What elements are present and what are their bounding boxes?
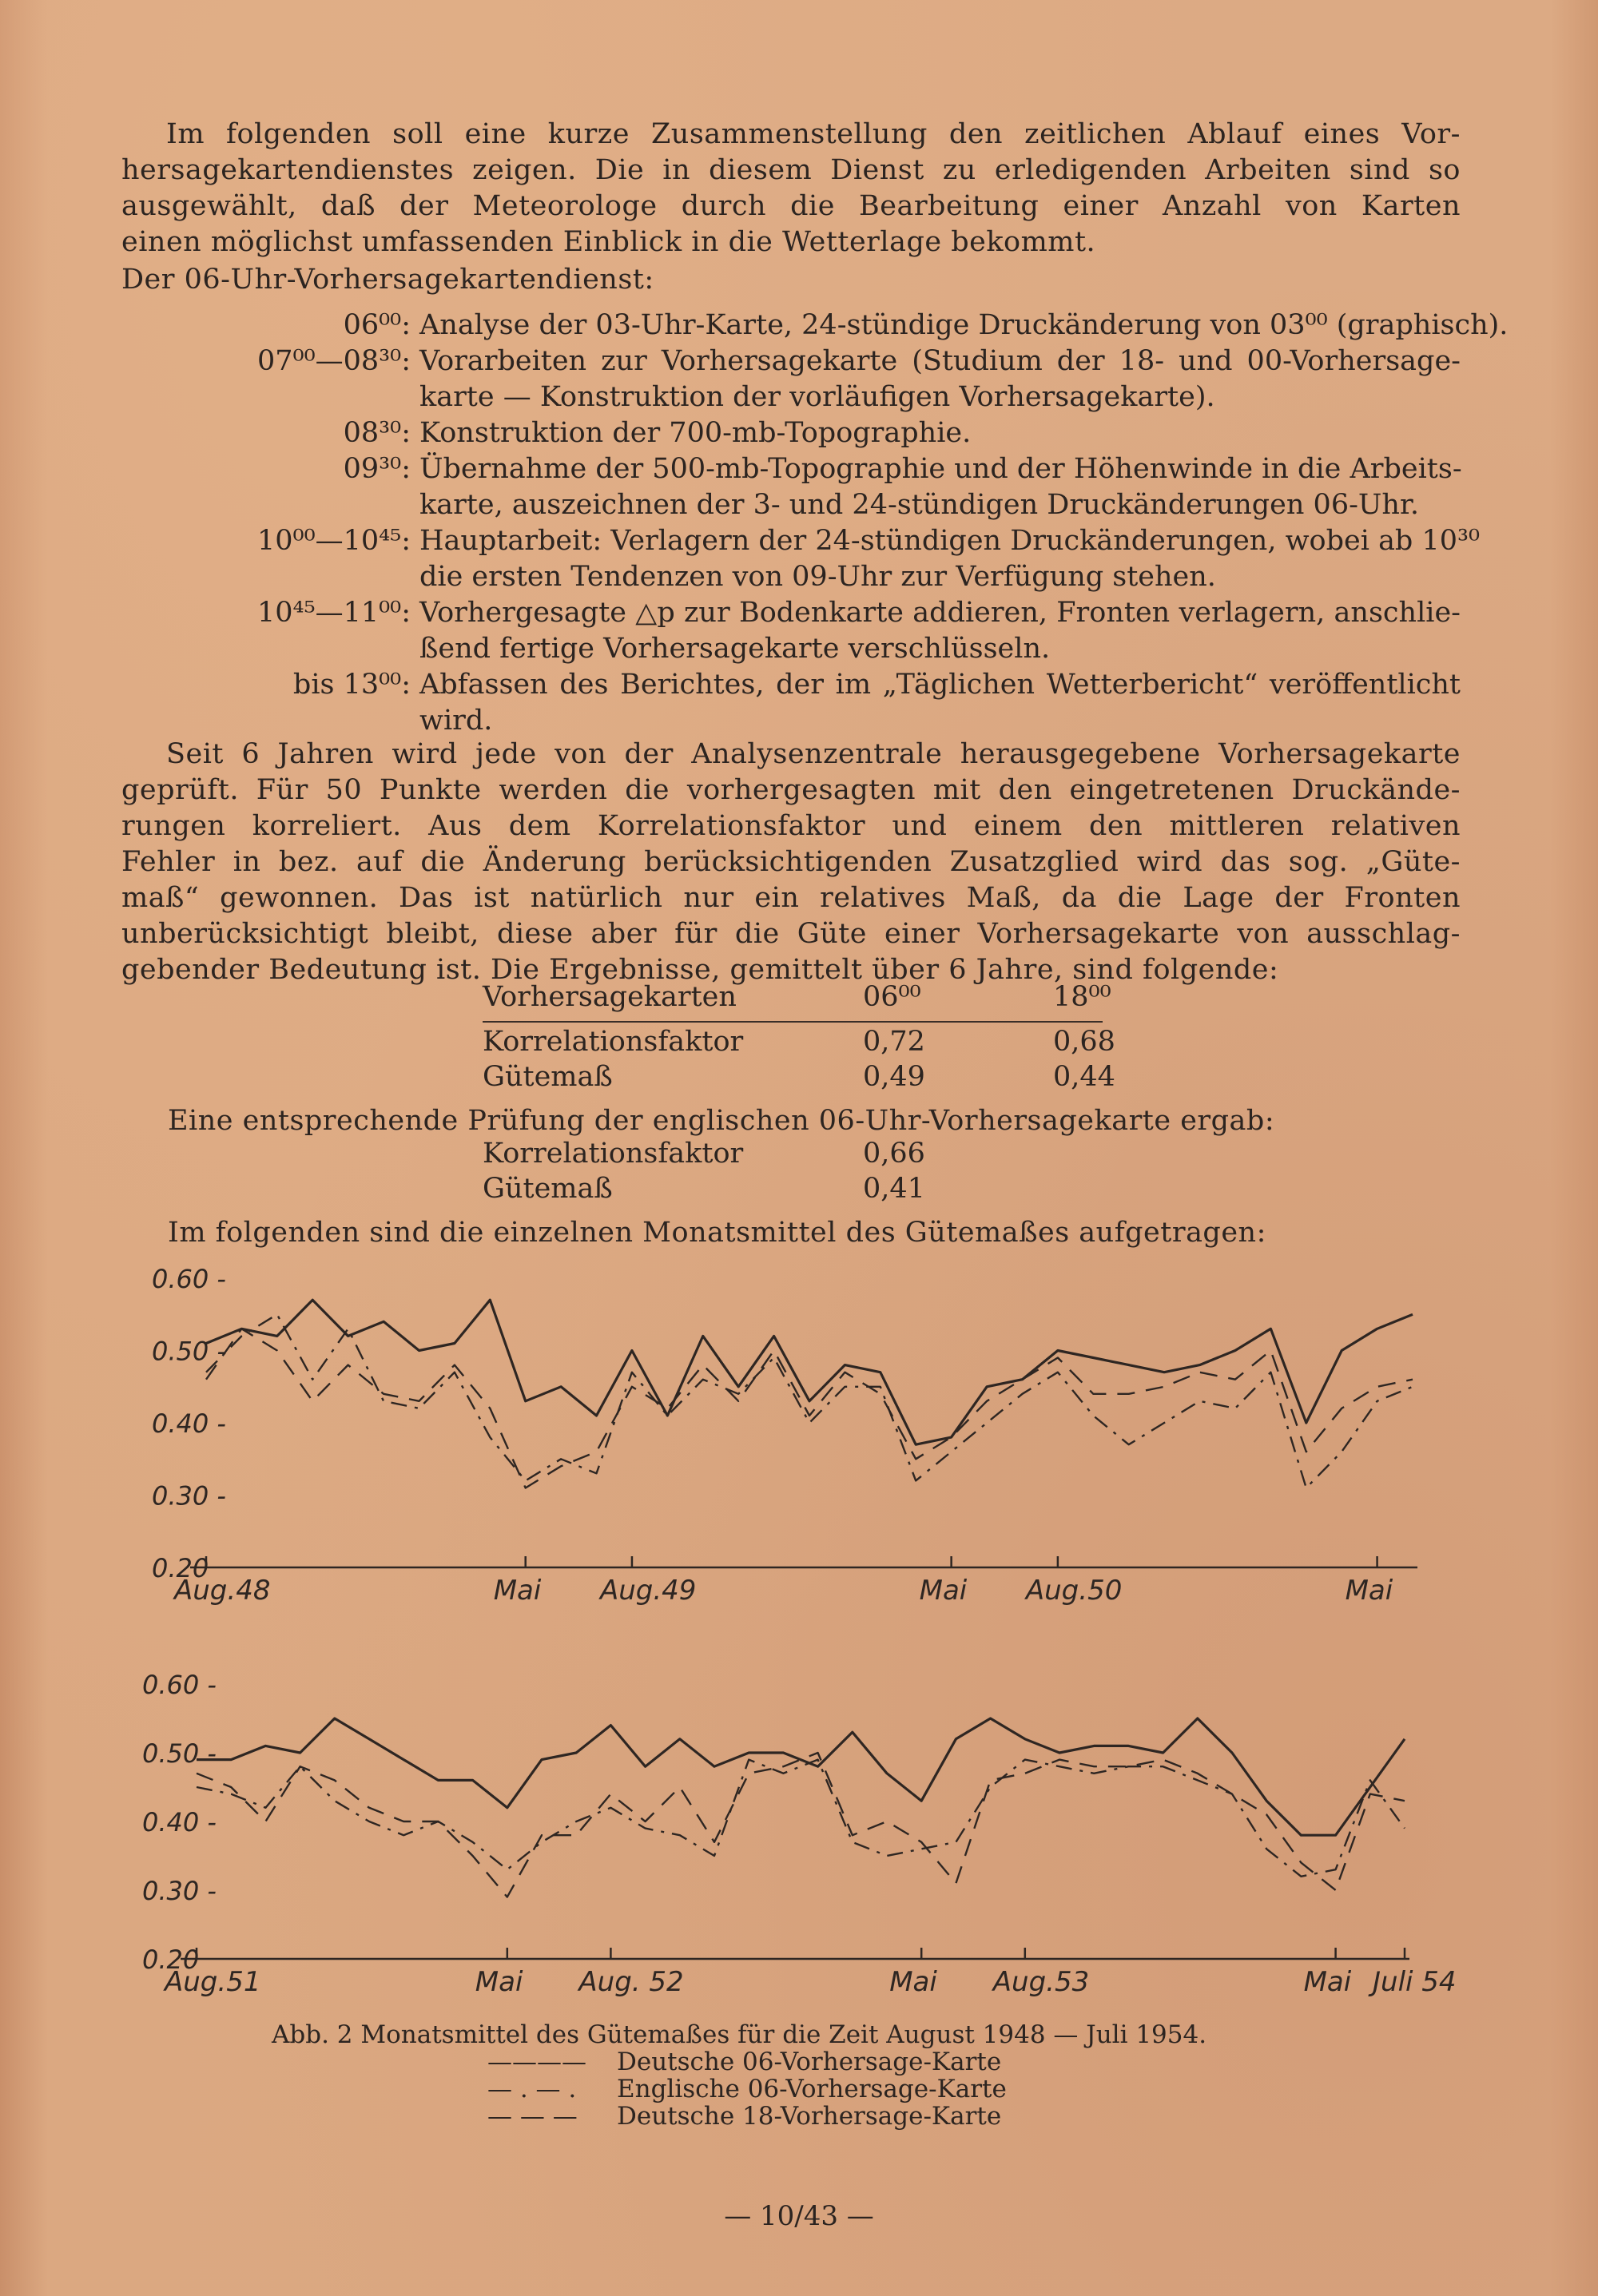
task-line: Abfassen des Berichtes, der im „Täglichen Wetterbericht“ veröffentlicht xyxy=(419,669,1461,701)
table-cell: Gütemaß xyxy=(483,1173,613,1205)
x-tick-label: Aug.53 xyxy=(992,1966,1090,1998)
y-tick-label: 0.40 - xyxy=(142,1807,217,1837)
text-line: einen möglichst umfassenden Einblick in die Wetterlage bekommt. xyxy=(121,226,1096,258)
legend-symbol: ———— xyxy=(487,2048,586,2076)
y-tick-label: 0.60 - xyxy=(142,1670,217,1700)
schedule-time: bis 13⁰⁰: xyxy=(292,669,411,701)
table-cell: Gütemaß xyxy=(483,1061,613,1093)
schedule-time: 07⁰⁰—08³⁰: xyxy=(257,345,411,377)
text-line: Eine entsprechende Prüfung der englischen 06-Uhr-Vorhersagekarte ergab: xyxy=(168,1105,1275,1137)
x-tick-label: Aug.48 xyxy=(174,1575,271,1607)
legend-label: Deutsche 18-Vorhersage-Karte xyxy=(617,2102,1002,2131)
y-tick-label: 0.20 xyxy=(152,1553,209,1583)
page-number: — 10/43 — xyxy=(724,2200,874,2232)
y-tick-label: 0.50 - xyxy=(142,1738,217,1769)
text-line: rungen korreliert. Aus dem Korrelationsfaktor und einem den mittleren relativen xyxy=(121,810,1461,842)
task-line: ßend fertige Vorhersagekarte verschlüsseln. xyxy=(419,633,1051,665)
text-line: unberücksichtigt bleibt, diese aber für die Güte einer Vorhersagekarte von ausschlag- xyxy=(121,918,1461,950)
x-tick-label: Mai xyxy=(1303,1966,1352,1998)
x-tick-label: Aug. 52 xyxy=(578,1966,684,1998)
x-tick-label: Mai xyxy=(919,1575,968,1607)
x-tick-label: Aug.49 xyxy=(599,1575,697,1607)
task-line: karte, auszeichnen der 3- und 24-stündigen Druckänderungen 06-Uhr. xyxy=(419,489,1419,521)
text-line: geprüft. Für 50 Punkte werden die vorhergesagten mit den eingetretenen Druckände- xyxy=(121,774,1461,806)
task-line: die ersten Tendenzen von 09-Uhr zur Verfügung stehen. xyxy=(419,561,1216,593)
x-tick-label: Mai xyxy=(475,1966,523,1998)
text-line: hersagekartendienstes zeigen. Die in diesem Dienst zu erledigenden Arbeiten sind so xyxy=(121,154,1461,186)
schedule-time: 06⁰⁰: xyxy=(343,309,411,341)
task-line: Analyse der 03-Uhr-Karte, 24-stündige Druckänderung von 03⁰⁰ (graphisch). xyxy=(419,309,1509,341)
y-tick-label: 0.50 - xyxy=(152,1336,226,1367)
table-cell: 0,72 xyxy=(863,1026,925,1058)
legend-symbol: — . — . xyxy=(487,2075,577,2103)
text-line: Fehler in bez. auf die Änderung berücksichtigenden Zusatzglied wird das sog. „Güte- xyxy=(121,846,1461,878)
y-tick-label: 0.40 - xyxy=(152,1408,226,1439)
text-line: ausgewählt, daß der Meteorologe durch die Bearbeitung einer Anzahl von Karten xyxy=(121,190,1461,222)
task-line: Konstruktion der 700-mb-Topographie. xyxy=(419,417,972,449)
text-line: Im folgenden soll eine kurze Zusammenstellung den zeitlichen Ablauf eines Vor- xyxy=(166,118,1461,150)
x-tick-label: Aug.51 xyxy=(165,1966,261,1998)
schedule-heading-text: Der 06-Uhr-Vorhersagekartendienst: xyxy=(121,264,654,296)
table-cell: 0,66 xyxy=(863,1138,925,1170)
text-line: Im folgenden sind die einzelnen Monatsmittel des Gütemaßes aufgetragen: xyxy=(168,1217,1266,1249)
table-cell: Korrelationsfaktor xyxy=(483,1026,744,1058)
x-tick-label: Aug.50 xyxy=(1025,1575,1123,1607)
legend-label: Deutsche 06-Vorhersage-Karte xyxy=(617,2048,1002,2076)
task-line: Übernahme der 500-mb-Topographie und der Höhenwinde in die Arbeits- xyxy=(419,453,1462,485)
table-cell: 0,49 xyxy=(863,1061,925,1093)
text-line: Seit 6 Jahren wird jede von der Analysenzentrale herausgegebene Vorhersagekarte xyxy=(166,738,1461,770)
table-cell: 0,68 xyxy=(1053,1026,1115,1058)
x-tick-label: Juli 54 xyxy=(1373,1966,1457,1998)
x-tick-label: Mai xyxy=(493,1575,542,1607)
table-cell: 0,44 xyxy=(1053,1061,1115,1093)
schedule-time: 09³⁰: xyxy=(343,453,411,485)
x-tick-label: Mai xyxy=(889,1966,937,1998)
series-line-solid xyxy=(206,1300,1413,1444)
schedule-time: 08³⁰: xyxy=(343,417,411,449)
schedule-time: 10⁴⁵—11⁰⁰: xyxy=(257,597,411,629)
text-line: gebender Bedeutung ist. Die Ergebnisse, gemittelt über 6 Jahre, sind folgende: xyxy=(121,954,1279,986)
table-cell: Korrelationsfaktor xyxy=(483,1138,744,1170)
schedule-time: 10⁰⁰—10⁴⁵: xyxy=(257,525,411,557)
y-tick-label: 0.60 - xyxy=(152,1264,226,1294)
table-header-cell: Vorhersagekarten xyxy=(483,981,737,1013)
figure-caption: Abb. 2 Monatsmittel des Gütemaßes für die Zeit August 1948 — Juli 1954. xyxy=(272,2020,1207,2049)
series-line-dashdot xyxy=(197,1760,1405,1877)
table-header-cell: 06⁰⁰ xyxy=(863,981,921,1013)
task-line: Vorhergesagte △p zur Bodenkarte addieren, Fronten verlagern, anschlie- xyxy=(419,597,1461,629)
task-line: Vorarbeiten zur Vorhersagekarte (Studium der 18- und 00-Vorhersage- xyxy=(419,345,1461,377)
task-line: wird. xyxy=(419,705,493,737)
y-tick-label: 0.30 - xyxy=(152,1480,226,1511)
table-cell: 0,41 xyxy=(863,1173,925,1205)
text-line: maß“ gewonnen. Das ist natürlich nur ein relatives Maß, da die Lage der Fronten xyxy=(121,882,1461,914)
legend-symbol: — — — xyxy=(487,2102,578,2131)
task-line: Hauptarbeit: Verlagern der 24-stündigen Druckänderungen, wobei ab 10³⁰ xyxy=(419,525,1481,557)
table-header-cell: 18⁰⁰ xyxy=(1053,981,1111,1013)
x-tick-label: Mai xyxy=(1345,1575,1393,1607)
series-line-solid xyxy=(197,1718,1405,1835)
task-line: karte — Konstruktion der vorläufigen Vorhersagekarte). xyxy=(419,381,1215,413)
y-tick-label: 0.20 xyxy=(142,1944,200,1975)
y-tick-label: 0.30 - xyxy=(142,1876,217,1906)
legend-label: Englische 06-Vorhersage-Karte xyxy=(617,2075,1007,2103)
